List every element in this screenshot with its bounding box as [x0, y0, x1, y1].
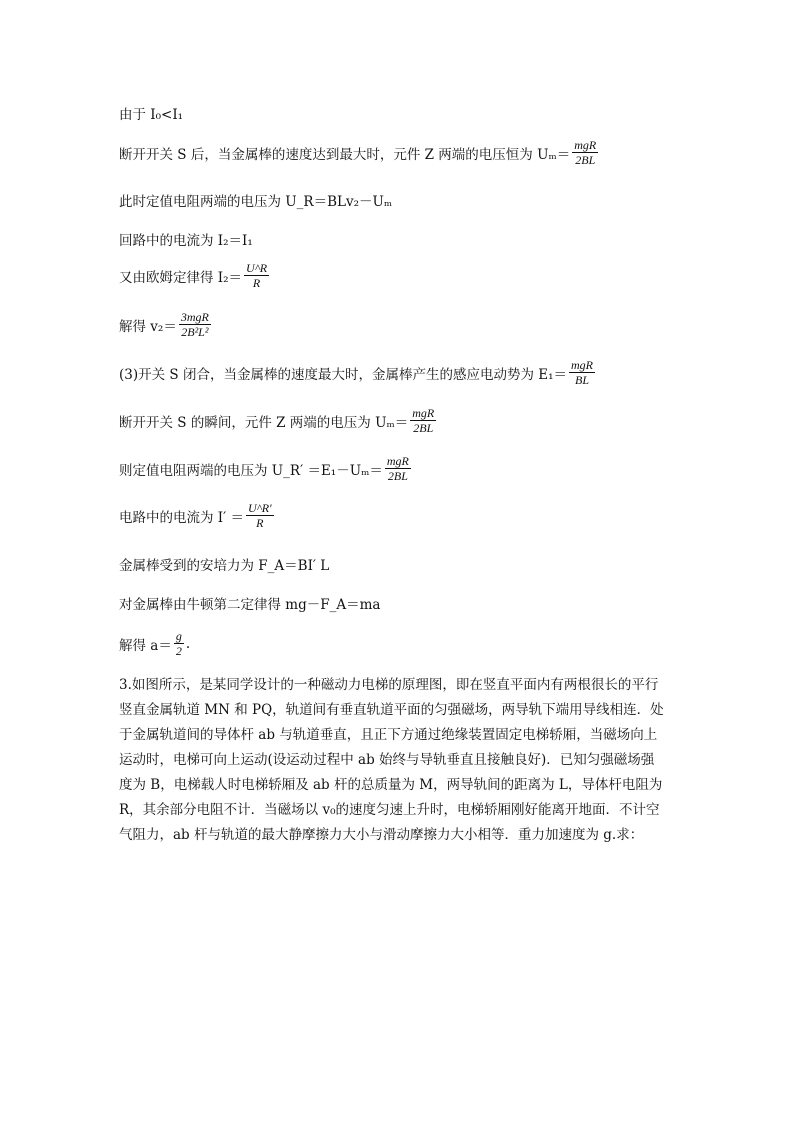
- solution-line-7: [119, 358, 597, 387]
- fraction-denominator: R: [252, 276, 261, 290]
- line-text: 断开开关 S 的瞬间，元件 Z 两端的电压为 Uₘ＝: [119, 414, 409, 431]
- solution-line-5: [119, 261, 271, 290]
- fraction: [179, 310, 211, 339]
- problem-3-paragraph: [119, 673, 679, 848]
- solution-line-3: [119, 190, 392, 210]
- fraction: [244, 261, 269, 290]
- fraction-numerator: 3mgR: [180, 310, 209, 324]
- solution-line-8: [119, 406, 438, 435]
- fraction: [410, 406, 436, 435]
- solution-line-4: [119, 229, 253, 249]
- solution-line-13: [119, 629, 190, 658]
- solution-line-10: [119, 501, 276, 530]
- problem-row: 于金属轨道间的导体杆 ab 与轨道垂直，且正下方通过绝缘装置固定电梯轿厢，当磁场向上: [119, 727, 658, 743]
- line-text: 则定值电阻两端的电压为 U_R′ ＝E₁－Uₘ＝: [119, 462, 383, 479]
- fraction-denominator: 2BL: [575, 153, 596, 167]
- line-text: 由于 I₀<I₁: [119, 107, 184, 123]
- fraction: [246, 501, 274, 530]
- line-text: (3)开关 S 闭合，当金属棒的速度最大时，金属棒产生的感应电动势为 E₁＝: [119, 366, 568, 383]
- solution-line-6: [119, 310, 213, 339]
- line-text: 解得 a＝: [119, 637, 172, 654]
- fraction-denominator: 2: [175, 644, 182, 658]
- line-text: 断开开关 S 后，当金属棒的速度达到最大时，元件 Z 两端的电压恒为 Uₘ＝: [119, 146, 571, 163]
- fraction-numerator: g: [175, 629, 182, 643]
- line-text: 金属棒受到的安培力为 F_A＝BI′ L: [119, 558, 330, 574]
- fraction-numerator: U^R′: [247, 501, 272, 515]
- fraction: [385, 454, 411, 483]
- fraction: [174, 629, 184, 658]
- problem-row: 度为 B，电梯载人时电梯轿厢及 ab 杆的总质量为 M，两导轨间的距离为 L，导体杆电阻为: [119, 777, 663, 793]
- fraction-numerator: mgR: [574, 138, 597, 152]
- solution-line-11: [119, 554, 329, 574]
- line-tail: .: [185, 635, 191, 652]
- fraction-denominator: 2BL: [413, 421, 434, 435]
- fraction: [569, 358, 595, 387]
- fraction: [572, 138, 598, 167]
- solution-line-2: [119, 138, 600, 167]
- solution-line-1: [119, 103, 183, 123]
- problem-row: 运动时，电梯可向上运动(设运动过程中 ab 始终与导轨垂直且接触良好)．已知匀强磁场强: [119, 752, 655, 768]
- fraction-denominator: BL: [575, 373, 590, 387]
- solution-line-12: [119, 593, 380, 613]
- line-text: 电路中的电流为 I′ ＝: [119, 509, 244, 526]
- line-text: 对金属棒由牛顿第二定律得 mg－F_A＝ma: [119, 597, 381, 613]
- line-text: 此时定值电阻两端的电压为 U_R＝BLv₂－Uₘ: [119, 194, 393, 210]
- fraction-denominator: R: [256, 516, 264, 530]
- problem-row: 竖直金属轨道 MN 和 PQ，轨道间有垂直轨道平面的匀强磁场，两导轨下端用导线相连．处: [119, 702, 664, 718]
- line-text: 回路中的电流为 I₂＝I₁: [119, 233, 253, 249]
- line-text: 解得 v₂＝: [119, 318, 177, 335]
- fraction-numerator: mgR: [386, 454, 409, 468]
- fraction-numerator: U^R: [246, 261, 268, 275]
- line-text: 又由欧姆定律得 I₂＝: [119, 269, 243, 286]
- fraction-numerator: mgR: [571, 358, 594, 372]
- problem-row: 3.如图所示，是某同学设计的一种磁动力电梯的原理图，即在竖直平面内有两根很长的平行: [119, 677, 659, 693]
- fraction-denominator: 2BL: [387, 469, 408, 483]
- problem-row: 气阻力，ab 杆与轨道的最大静摩擦力大小与滑动摩擦力大小相等．重力加速度为 g.求：: [119, 827, 644, 843]
- solution-line-9: [119, 454, 413, 483]
- fraction-denominator: 2B²L²: [181, 325, 209, 339]
- fraction-numerator: mgR: [412, 406, 435, 420]
- problem-row: R，其余部分电阻不计．当磁场以 v₀的速度匀速上升时，电梯轿厢刚好能离开地面．不计空: [119, 802, 660, 818]
